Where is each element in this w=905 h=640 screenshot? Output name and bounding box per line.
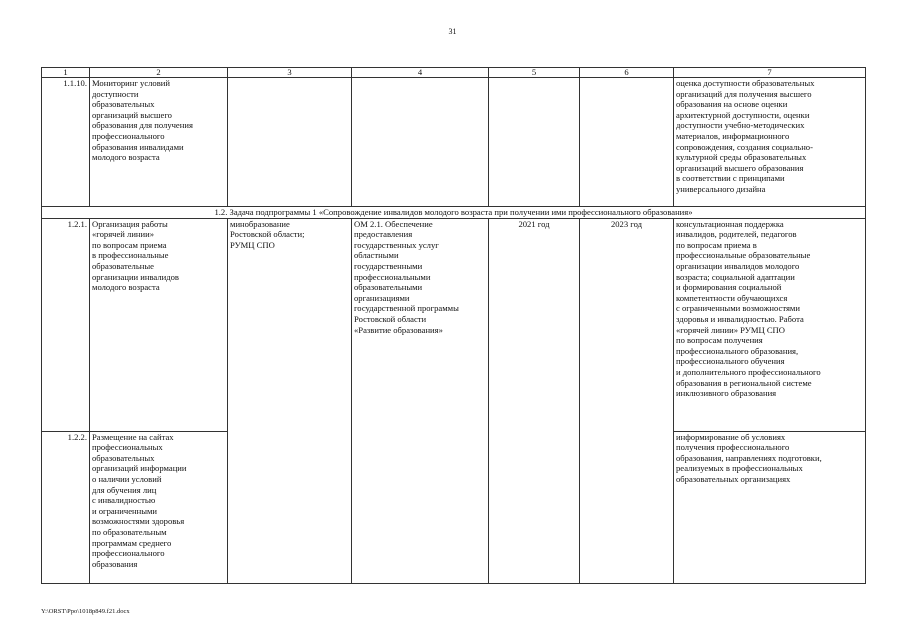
responsible-executor xyxy=(228,78,352,207)
col-header-7: 7 xyxy=(674,68,866,78)
end-date: 2023 год xyxy=(580,218,674,583)
col-header-1: 1 xyxy=(42,68,90,78)
activity-name: Размещение на сайтах профессиональных образовательных организаций информации о наличии условий для обучения лиц с инвалидностью и ограниченными возможностями здоровья по образовательным программам среднего профессионального образования xyxy=(90,431,228,583)
table-row xyxy=(42,218,866,431)
col-header-3: 3 xyxy=(228,68,352,78)
activity-name: Мониторинг условий доступности образовательных организаций высшего образования для получения профессионального образования инвалидами молодого возраста xyxy=(90,78,228,207)
section-row xyxy=(42,207,866,219)
end-date xyxy=(580,78,674,207)
header-row xyxy=(42,68,866,78)
file-path-footer: Y:\ORST\Ppo\1018p849.f21.docx xyxy=(41,608,130,615)
start-date xyxy=(489,78,580,207)
program-table xyxy=(41,67,866,584)
start-date: 2021 год xyxy=(489,218,580,583)
expected-result: информирование об условиях получения профессионального образования, направлениях подготовки, реализуемых в профессиональных образовательных организациях xyxy=(674,431,866,583)
table-row xyxy=(42,78,866,207)
expected-result: оценка доступности образовательных организаций для получения высшего образования на основе оценки архитектурной доступности, оценки доступности учебно-методических материалов, информационного сопровождения, создания социально- культурной среды образовательных организаций высшего образования в соответствии с принципами универсального дизайна xyxy=(674,78,866,207)
row-number: 1.2.2. xyxy=(42,431,90,583)
section-heading: 1.2. Задача подпрограммы 1 «Сопровождение инвалидов молодого возраста при получении ими профессионального образования» xyxy=(42,207,866,219)
page-number: 31 xyxy=(448,27,457,36)
expected-result: консультационная поддержка инвалидов, родителей, педагогов по вопросам приема в профессиональные образовательные организации инвалидов молодого возраста; социальной адаптации и формирования социальной компетентности обучающихся с ограниченными возможностями здоровья и инвалидностью. Работа «горячей линии» РУМЦ СПО по вопросам получения профессионального образования, профессионального обучения и дополнительного профессионального образования в региональной системе инклюзивного образования xyxy=(674,218,866,431)
col-header-6: 6 xyxy=(580,68,674,78)
col-header-2: 2 xyxy=(90,68,228,78)
main-event xyxy=(352,78,489,207)
col-header-4: 4 xyxy=(352,68,489,78)
row-number: 1.1.10. xyxy=(42,78,90,207)
activity-name: Организация работы «горячей линии» по вопросам приема в профессиональные образовательные организации инвалидов молодого возраста xyxy=(90,218,228,431)
responsible-executor: минобразование Ростовской области; РУМЦ СПО xyxy=(228,218,352,583)
row-number: 1.2.1. xyxy=(42,218,90,431)
main-event: ОМ 2.1. Обеспечение предоставления государственных услуг областными государственными профессиональными образовательными организациями государственной программы Ростовской области «Развитие образования» xyxy=(352,218,489,583)
col-header-5: 5 xyxy=(489,68,580,78)
